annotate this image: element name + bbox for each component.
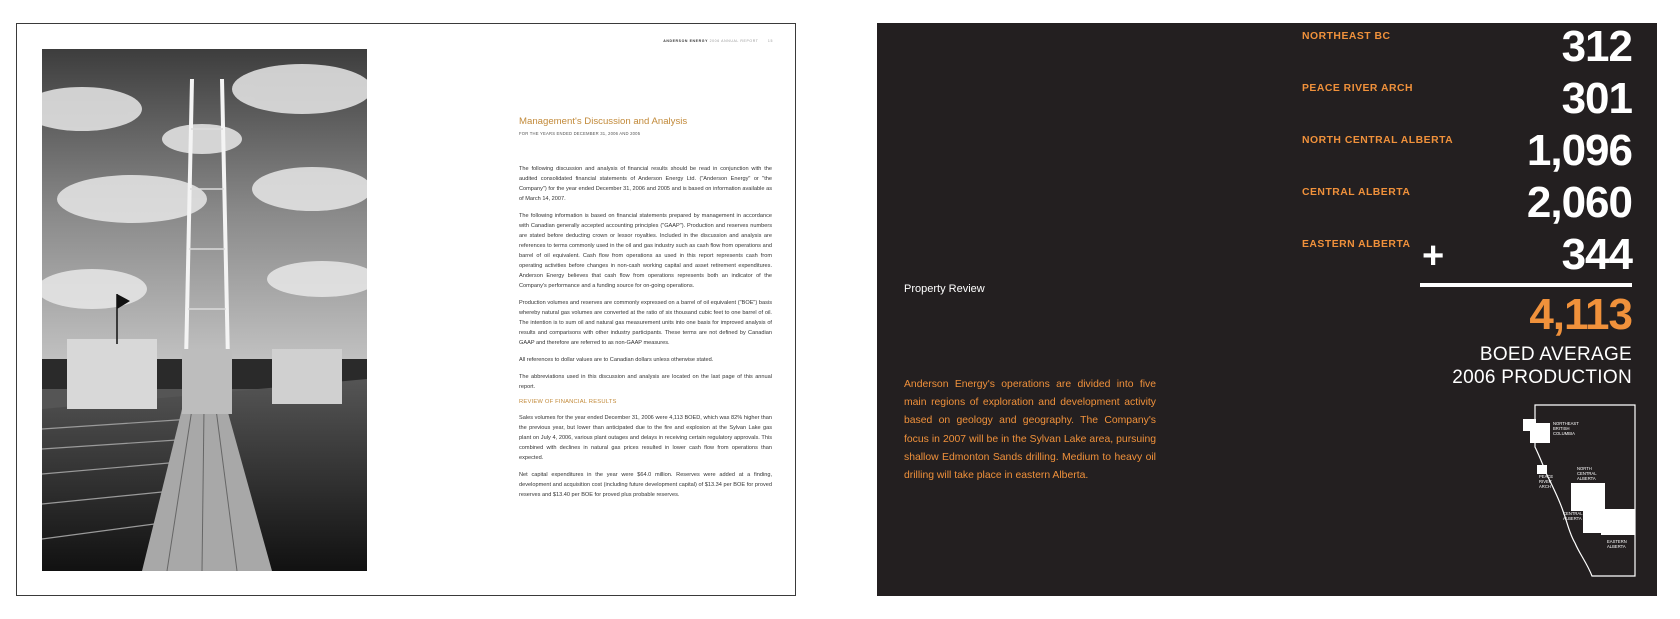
- region-label-central-alberta: CENTRAL ALBERTA: [1302, 187, 1411, 198]
- map-label: NORTHEAST: [1553, 421, 1579, 426]
- region-map: [1517, 403, 1637, 578]
- running-head: [663, 39, 773, 43]
- running-head-brand: ANDERSON ENERGY: [663, 39, 709, 43]
- map-label: EASTERN: [1607, 539, 1627, 544]
- map-label: CENTRAL: [1563, 511, 1583, 516]
- paragraph: The following information is based on financial statements prepared by management in accordance with Canadian generally accepted accounting principles ("GAAP"). Production and reserves numbers are stated before deducting crown or lessor royalties. Included in the discussion and analysis are references to terms commonly used in the oil and gas industry such as cash flow from operations and barrel of oil equivalent. Cash flow from operations as used in this report represents cash from operating activities before changes in non-cash working capital and asset retirement expenditures. Anderson Energy believes that cash flow from operations represents both an indicator of the Company's performance and a funding source for on-going operations.: [519, 213, 772, 289]
- map-label: ALBERTA: [1607, 544, 1626, 549]
- map-label: ALBERTA: [1563, 516, 1582, 521]
- left-page: [16, 23, 796, 596]
- map-label: ARCH: [1539, 484, 1551, 489]
- paragraph: The following discussion and analysis of financial results should be read in conjunction with the audited consolidated financial statements of Anderson Energy Ltd. ("Anderson Energy" or "the Company") for the year ended December 31, 2006 and 2005 and is based on information available as of March 14, 2007.: [519, 166, 772, 202]
- map-label: RIVER: [1539, 479, 1552, 484]
- region-label-eastern-alberta: EASTERN ALBERTA: [1302, 239, 1411, 250]
- region-label-north-central-alberta: NORTH CENTRAL ALBERTA: [1302, 135, 1454, 146]
- region-block-peace: [1537, 465, 1547, 474]
- region-value-eastern-alberta: 344: [1561, 230, 1632, 279]
- total-caption-line: BOED AVERAGE: [1479, 344, 1632, 365]
- total-production-value: 4,113: [1529, 290, 1632, 339]
- region-value-central-alberta: 2,060: [1526, 178, 1632, 227]
- running-head-report: 2006 ANNUAL REPORT: [709, 39, 759, 43]
- paragraph: Production volumes and reserves are commonly expressed on a barrel of oil equivalent ("BOE") basis whereby natural gas volumes are converted at the ratio of six thousand cubic feet to one barrel of oil. The intention is to sum oil and natural gas measurement units into one basis for improved analysis of results and comparisons with other industry participants. These terms are not defined by Canadian GAAP and therefore are referred to as non-GAAP measures.: [519, 300, 772, 346]
- region-value-northeast-bc: 312: [1561, 23, 1632, 71]
- mda-text-column: [519, 116, 772, 507]
- region-block-northeast: [1530, 423, 1550, 443]
- section-label: Property Review: [904, 283, 985, 295]
- map-label: BRITISH: [1553, 426, 1570, 431]
- paragraph: Net capital expenditures in the year were $64.0 million. Reserves were added at a finding, development and acquisition cost (including future development capital) of $13.34 per BOE for proved reserves and $13.40 per BOE for proved plus probable reserves.: [519, 472, 772, 498]
- region-block-north-central: [1571, 483, 1605, 511]
- region-value-north-central-alberta: 1,096: [1526, 126, 1632, 175]
- drilling-rig-illustration: [42, 49, 367, 571]
- map-label: NORTH: [1577, 466, 1592, 471]
- map-label: PEACE: [1539, 474, 1554, 479]
- paragraph: Sales volumes for the year ended December 31, 2006 were 4,113 BOED, which was 82% higher than the previous year, but lower than anticipated due to the fire and explosion at the Sylvan Lake gas plant on July 4, 2006, various plant outages and delays in receiving certain regulatory approvals. This combined with declines in natural gas prices resulted in lower cash flow from operations than expected.: [519, 415, 772, 461]
- page-subtitle: FOR THE YEARS ENDED DECEMBER 31, 2006 AND 2005: [519, 131, 641, 136]
- paragraph: All references to dollar values are to Canadian dollars unless otherwise stated.: [519, 357, 714, 363]
- plus-sign: +: [1422, 235, 1445, 277]
- page-number: 15: [767, 39, 773, 43]
- region-value-peace-river-arch: 301: [1561, 74, 1632, 123]
- region-block-central: [1583, 511, 1601, 533]
- region-block-eastern: [1601, 509, 1635, 535]
- page-title: Management's Discussion and Analysis: [519, 116, 688, 127]
- region-label-peace-river-arch: PEACE RIVER ARCH: [1302, 83, 1413, 94]
- paragraph: The abbreviations used in this discussion and analysis are located on the last page of this annual report.: [519, 374, 772, 390]
- map-label: COLUMBIA: [1553, 431, 1575, 436]
- drilling-rig-photo: [42, 49, 367, 571]
- sum-divider: [1420, 283, 1632, 287]
- section-heading: REVIEW OF FINANCIAL RESULTS: [519, 399, 617, 405]
- alberta-bc-map-illustration: [1517, 403, 1637, 578]
- region-label-northeast-bc: NORTHEAST BC: [1302, 31, 1391, 42]
- right-page: [877, 23, 1657, 596]
- map-label: CENTRAL: [1577, 471, 1597, 476]
- total-caption-line: 2006 PRODUCTION: [1452, 367, 1632, 388]
- map-label: ALBERTA: [1577, 476, 1596, 481]
- intro-text: Anderson Energy's operations are divided into five main regions of exploration and development activity based on geology and geography. The Company's focus in 2007 will be in the Sylvan Lake area, pursuing shallow Edmonton Sands drilling. Medium to heavy oil drilling will take place in eastern Alberta.: [904, 379, 1156, 482]
- total-caption: [1452, 343, 1632, 389]
